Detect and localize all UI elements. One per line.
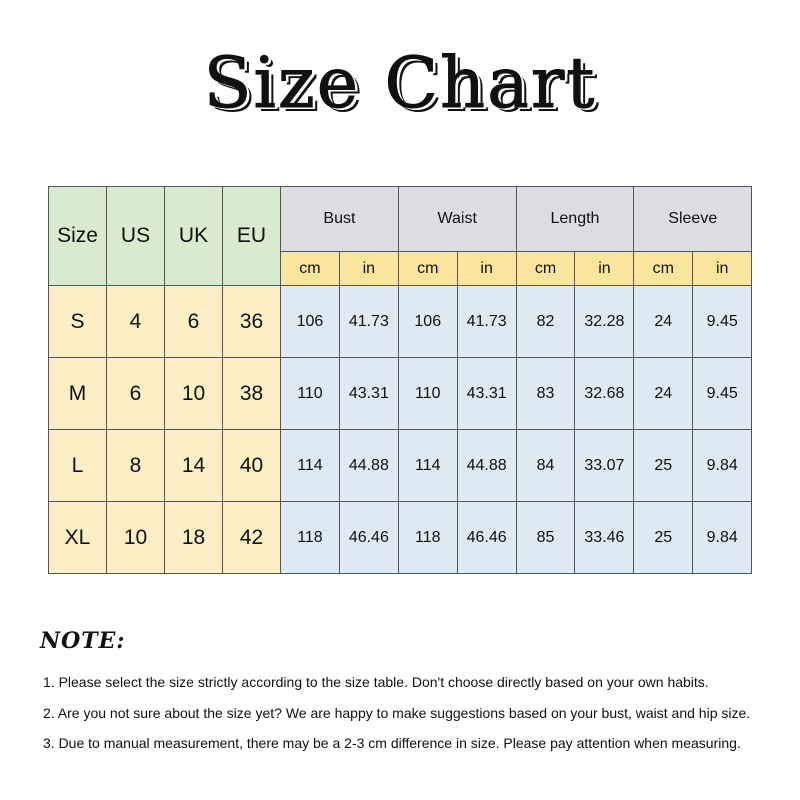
bust-cm-cell: 118 bbox=[281, 502, 340, 574]
header-length: Length bbox=[516, 187, 634, 252]
bust-cm-cell: 110 bbox=[281, 358, 340, 430]
table-row bbox=[49, 358, 752, 430]
header-size: Size bbox=[49, 187, 107, 286]
unit-waist-cm: cm bbox=[398, 252, 457, 286]
unit-sleeve-in: in bbox=[693, 252, 752, 286]
unit-length-cm: cm bbox=[516, 252, 575, 286]
page-title: Size Chart bbox=[203, 42, 597, 124]
uk-cell: 18 bbox=[165, 502, 223, 574]
unit-waist-in: in bbox=[457, 252, 516, 286]
size-cell: L bbox=[49, 430, 107, 502]
waist-cm-cell: 110 bbox=[398, 358, 457, 430]
bust-in-cell: 41.73 bbox=[339, 286, 398, 358]
unit-bust-in: in bbox=[339, 252, 398, 286]
waist-cm-cell: 106 bbox=[398, 286, 457, 358]
unit-length-in: in bbox=[575, 252, 634, 286]
header-waist: Waist bbox=[398, 187, 516, 252]
waist-in-cell: 43.31 bbox=[457, 358, 516, 430]
header-sleeve: Sleeve bbox=[634, 187, 752, 252]
sleeve-cm-cell: 24 bbox=[634, 358, 693, 430]
eu-cell: 42 bbox=[223, 502, 281, 574]
eu-cell: 36 bbox=[223, 286, 281, 358]
header-eu: EU bbox=[223, 187, 281, 286]
size-cell: XL bbox=[49, 502, 107, 574]
header-uk: UK bbox=[165, 187, 223, 286]
unit-sleeve-cm: cm bbox=[634, 252, 693, 286]
eu-cell: 38 bbox=[223, 358, 281, 430]
waist-in-cell: 41.73 bbox=[457, 286, 516, 358]
sleeve-in-cell: 9.45 bbox=[693, 358, 752, 430]
size-cell: M bbox=[49, 358, 107, 430]
note-line-2: 2. Are you not sure about the size yet? We are happy to make suggestions based on your bust, waist and hip size. bbox=[43, 705, 751, 721]
us-cell: 6 bbox=[107, 358, 165, 430]
note-line-1: 1. Please select the size strictly according to the size table. Don't choose directly based on your own habits. bbox=[43, 674, 709, 690]
uk-cell: 10 bbox=[165, 358, 223, 430]
bust-in-cell: 44.88 bbox=[339, 430, 398, 502]
us-cell: 10 bbox=[107, 502, 165, 574]
length-in-cell: 33.07 bbox=[575, 430, 634, 502]
sleeve-in-cell: 9.84 bbox=[693, 430, 752, 502]
group-header-row bbox=[49, 187, 752, 252]
waist-in-cell: 46.46 bbox=[457, 502, 516, 574]
length-in-cell: 33.46 bbox=[575, 502, 634, 574]
sleeve-in-cell: 9.45 bbox=[693, 286, 752, 358]
length-cm-cell: 84 bbox=[516, 430, 575, 502]
note-title: NOTE: bbox=[40, 628, 126, 654]
bust-in-cell: 46.46 bbox=[339, 502, 398, 574]
table-row bbox=[49, 502, 752, 574]
length-cm-cell: 82 bbox=[516, 286, 575, 358]
us-cell: 4 bbox=[107, 286, 165, 358]
bust-cm-cell: 114 bbox=[281, 430, 340, 502]
length-cm-cell: 83 bbox=[516, 358, 575, 430]
header-us: US bbox=[107, 187, 165, 286]
us-cell: 8 bbox=[107, 430, 165, 502]
length-cm-cell: 85 bbox=[516, 502, 575, 574]
sleeve-cm-cell: 24 bbox=[634, 286, 693, 358]
waist-cm-cell: 114 bbox=[398, 430, 457, 502]
size-table bbox=[48, 186, 752, 574]
note-line-3: 3. Due to manual measurement, there may be a 2-3 cm difference in size. Please pay attention when measuring. bbox=[43, 735, 741, 751]
bust-in-cell: 43.31 bbox=[339, 358, 398, 430]
table-row bbox=[49, 430, 752, 502]
size-cell: S bbox=[49, 286, 107, 358]
sleeve-cm-cell: 25 bbox=[634, 502, 693, 574]
uk-cell: 14 bbox=[165, 430, 223, 502]
waist-cm-cell: 118 bbox=[398, 502, 457, 574]
unit-bust-cm: cm bbox=[281, 252, 340, 286]
uk-cell: 6 bbox=[165, 286, 223, 358]
waist-in-cell: 44.88 bbox=[457, 430, 516, 502]
sleeve-cm-cell: 25 bbox=[634, 430, 693, 502]
eu-cell: 40 bbox=[223, 430, 281, 502]
header-bust: Bust bbox=[281, 187, 399, 252]
bust-cm-cell: 106 bbox=[281, 286, 340, 358]
sleeve-in-cell: 9.84 bbox=[693, 502, 752, 574]
length-in-cell: 32.68 bbox=[575, 358, 634, 430]
table-row bbox=[49, 286, 752, 358]
length-in-cell: 32.28 bbox=[575, 286, 634, 358]
